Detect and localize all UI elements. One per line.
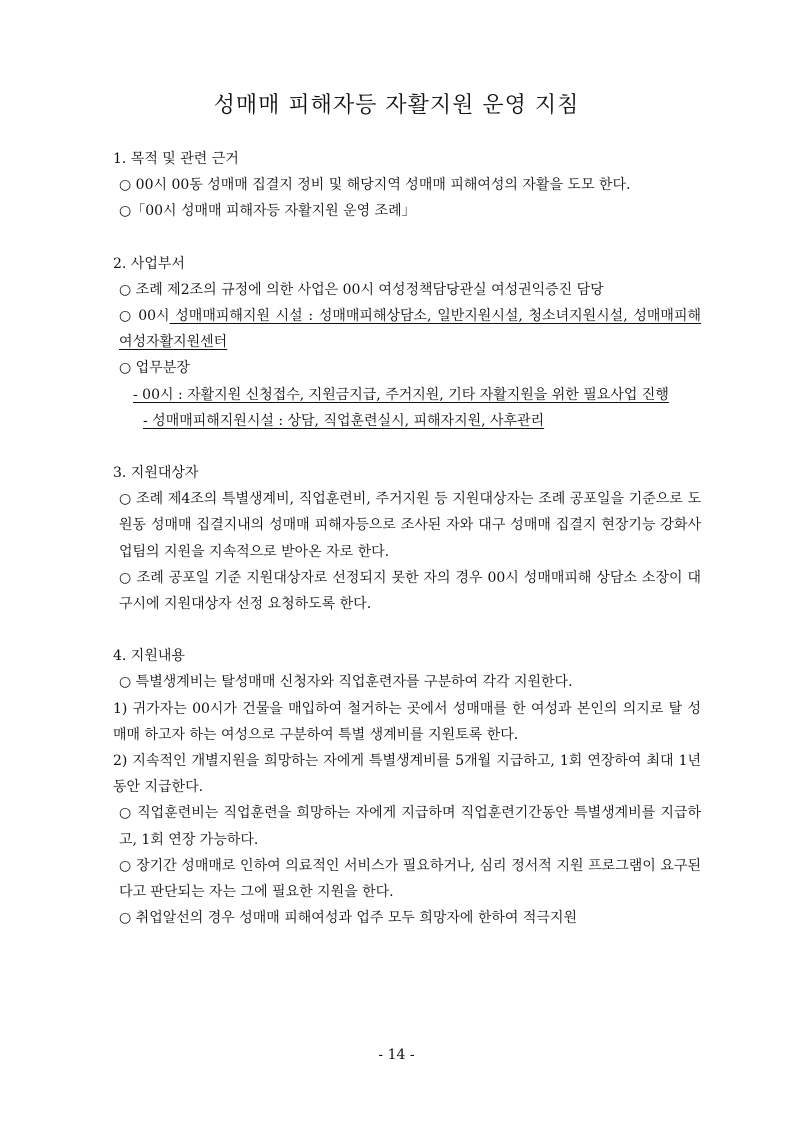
paragraph: ○「00시 성매매 피해자등 자활지원 운영 조례」: [119, 203, 416, 220]
paragraph: ○ 장기간 성매매로 인하여 의료적인 서비스가 필요하거나, 심리 정서적 지원 프로그램이 요구된다고 판단되는 자는 그에 필요한 지원을 한다.: [119, 857, 701, 901]
paragraph: ○ 직업훈련비는 직업훈련을 희망하는 자에게 지급하며 직업훈련기간동안 특별생계비를 지급하고, 1회 연장 가능하다.: [119, 805, 701, 848]
paragraph: ○ 업무분장: [119, 360, 190, 377]
page-number: - 14 -: [378, 1047, 415, 1063]
numbered-paragraph: 1) 귀가자는 00시가 건물을 매입하여 철거하는 곳에서 성매매를 한 여성과 본인의 의지로 탈 성매매 하고자 하는 여성으로 구분하여 특별 생계비를 지원토록 한다.: [113, 700, 701, 743]
paragraph: ○ 특별생계비는 탈성매매 신청자와 직업훈련자를 구분하여 각각 지원한다.: [119, 674, 573, 691]
underlined-text: - 00시 : 자활지원 신청접수, 지원금지급, 주거지원, 기타 자활지원을 위한 필요사업 진행: [133, 386, 669, 403]
underlined-text: - 성매매피해지원시설 : 상담, 직업훈련실시, 피해자지원, 사후관리: [143, 412, 545, 429]
document-body: [113, 146, 701, 931]
paragraph: ○ 조례 제2조의 규정에 의한 사업은 00시 여성정책담당관실 여성권익증진 담당: [119, 281, 604, 298]
paragraph: [113, 303, 701, 355]
document-title: 성매매 피해자등 자활지원 운영 지침: [213, 93, 580, 118]
dash-item: [113, 408, 701, 434]
paragraph: ○ 취업알선의 경우 성매매 피해여성과 업주 모두 희망자에 한하여 적극지원: [119, 910, 577, 927]
section-heading: 1. 목적 및 관련 근거: [113, 151, 239, 167]
underlined-text: 성매매피해지원 시설 : 성매매피해상담소, 일반지원시설, 청소녀지원시설, 성매매피해여성자활지원센터: [119, 308, 701, 351]
section-heading: 3. 지원대상자: [113, 465, 199, 482]
paragraph-prefix: ○ 00시: [119, 308, 170, 325]
section-heading: 4. 지원내용: [113, 648, 185, 665]
paragraph: ○ 조례 공포일 기준 지원대상자로 선정되지 못한 자의 경우 00시 성매매피해 상담소 소장이 대구시에 지원대상자 선정 요청하도록 한다.: [119, 569, 701, 613]
section-heading: 2. 사업부서: [113, 255, 185, 272]
paragraph: ○ 조례 제4조의 특별생계비, 직업훈련비, 주거지원 등 지원대상자는 조례 공포일을 기준으로 도원동 성매매 집결지내의 성매매 피해자등으로 조사된 자와 대구 성매매 집결지 현장기능 강화사업팀의 지원을 지속적으로 받아온 자로 한다.: [119, 491, 701, 560]
paragraph: ○ 00시 00동 성매매 집결지 정비 및 해당지역 성매매 피해여성의 자활을 도모 한다.: [119, 177, 631, 194]
dash-item: [113, 382, 701, 408]
numbered-paragraph: 2) 지속적인 개별지원을 희망하는 자에게 특별생계비를 5개월 지급하고, 1회 연장하여 최대 1년 동안 지급한다.: [113, 753, 701, 796]
